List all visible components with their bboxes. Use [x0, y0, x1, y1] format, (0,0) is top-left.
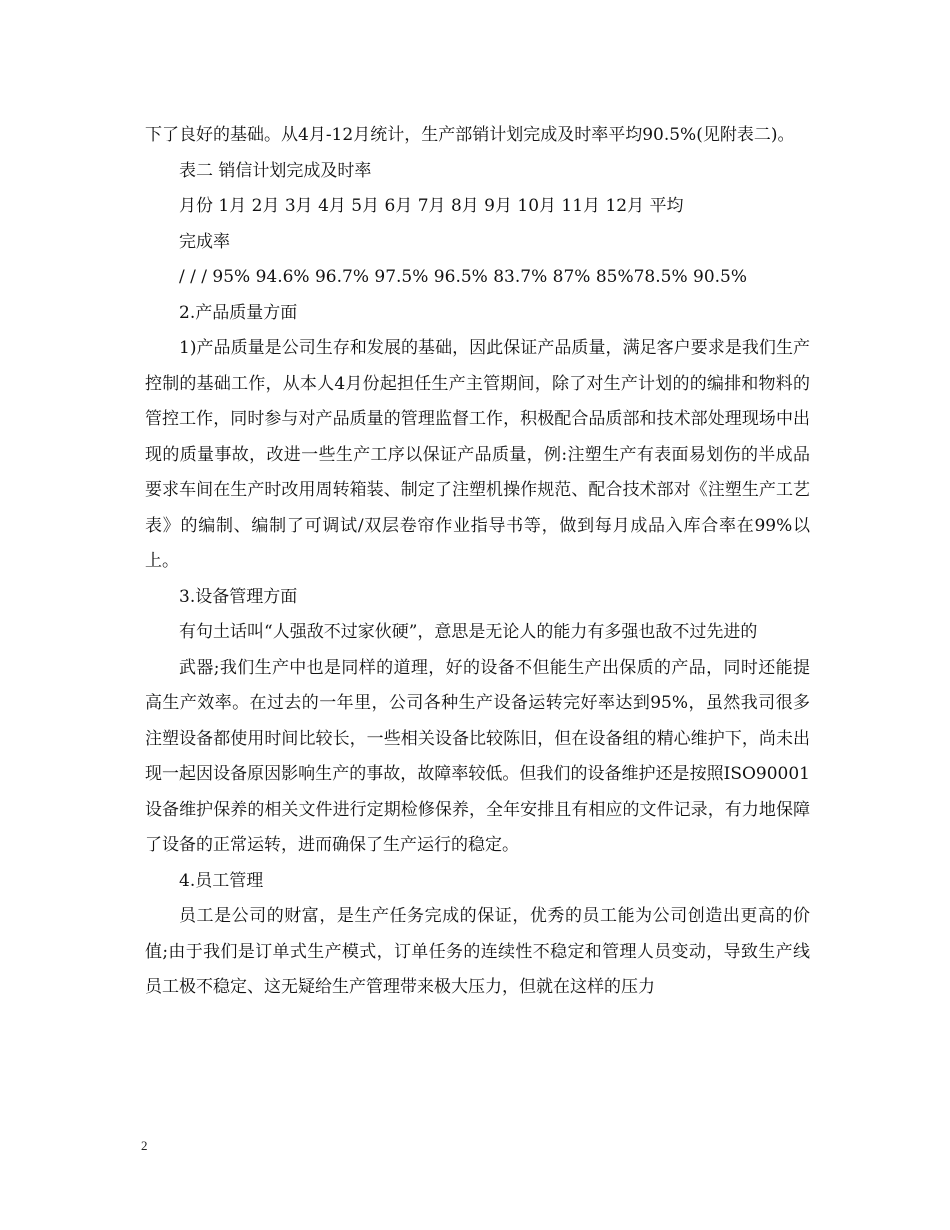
- document-body: [145, 118, 810, 1006]
- paragraph-equipment-b: 武器;我们生产中也是同样的道理，好的设备不但能生产出保质的产品，同时还能提高生产效率。在过去的一年里，公司各种生产设备运转完好率达到95%，虽然我司很多注塑设备都使用时间比较长，一些相关设备比较陈旧，但在设备组的精心维护下，尚未出现一起因设备原因影响生产的事故，故障率较低。但我们的设备维护还是按照ISO90001设备维护保养的相关文件进行定期检修保养，全年安排且有相应的文件记录，有力地保障了设备的正常运转，进而确保了生产运行的稳定。: [145, 657, 810, 855]
- section-heading-equipment: 3.设备管理方面: [179, 586, 298, 607]
- table-row-label: 完成率: [179, 231, 230, 252]
- paragraph-quality: 1)产品质量是公司生存和发展的基础，因此保证产品质量，满足客户要求是我们生产控制的基础工作，从本人4月份起担任生产主管期间，除了对生产计划的的编排和物料的管控工作，同时参与对产品质量的管理监督工作，积极配合品质部和技术部处理现场中出现的质量事故，改进一些生产工序以保证产品质量，例:注塑生产有表面易划伤的半成品要求车间在生产时改用周转箱装、制定了注塑机操作规范、配合技术部对《注塑生产工艺表》的编制、编制了可调试/双层卷帘作业指导书等，做到每月成品入库合率在99%以上。: [145, 338, 810, 571]
- page-number: 2: [141, 1138, 148, 1153]
- paragraph-equipment-a: 有句土话叫“人强敌不过家伙硬”，意思是无论人的能力有多强也敌不过先进的: [179, 622, 758, 642]
- table-values-row: / / / 95% 94.6% 96.7% 97.5% 96.5% 83.7% 87% 85%78.5% 90.5%: [179, 267, 748, 287]
- paragraph-intro: 下了良好的基础。从4月-12月统计，生产部销计划完成及时率平均90.5%(见附表二)。: [145, 125, 795, 145]
- section-heading-staff: 4.员工管理: [179, 870, 264, 891]
- section-heading-quality: 2.产品质量方面: [179, 302, 298, 323]
- table-title: 表二 销信计划完成及时率: [179, 160, 372, 181]
- table-header-row: 月份 1月 2月 3月 4月 5月 6月 7月 8月 9月 10月 11月 12月 平均: [179, 196, 684, 216]
- paragraph-staff: 员工是公司的财富，是生产任务完成的保证，优秀的员工能为公司创造出更高的价值;由于我们是订单式生产模式，订单任务的连续性不稳定和管理人员变动，导致生产线员工极不稳定、这无疑给生产管理带来极大压力，但就在这样的压力: [145, 906, 810, 997]
